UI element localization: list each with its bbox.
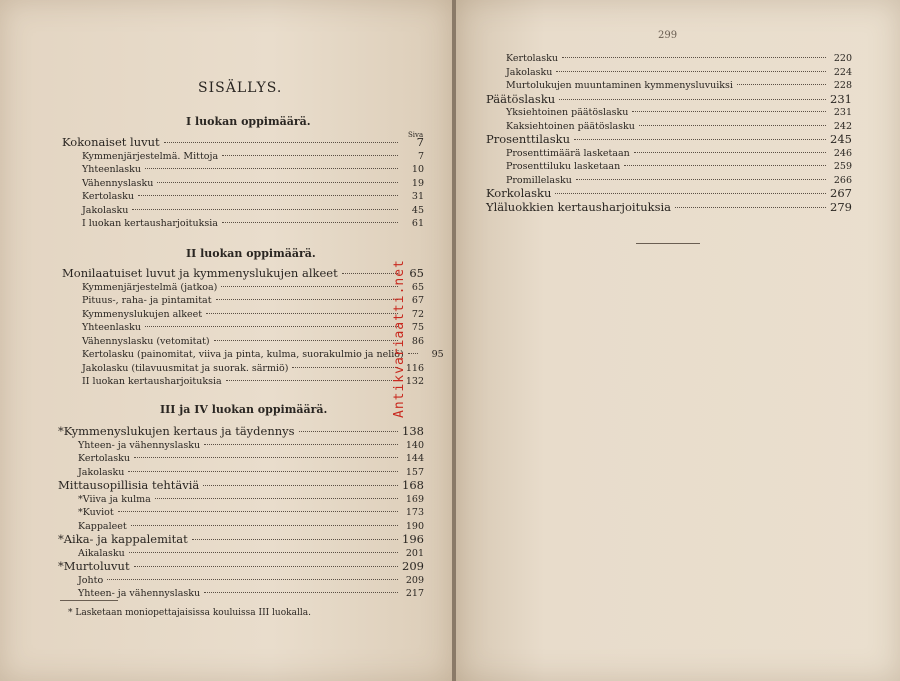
toc-leader-dots bbox=[164, 142, 398, 143]
toc-entry-page: 173 bbox=[405, 507, 424, 518]
toc-entry-title: I luokan kertausharjoituksia bbox=[82, 218, 218, 229]
toc-leader-dots bbox=[555, 193, 826, 194]
toc-entry-title: Kymmenyslukujen alkeet bbox=[82, 308, 203, 320]
toc-entry-title: Yhteenlasku bbox=[82, 164, 142, 175]
toc-entry-title: *Viiva ja kulma bbox=[78, 493, 151, 505]
toc-entry-title: Aikalasku bbox=[78, 547, 125, 559]
toc-leader-dots bbox=[737, 84, 826, 85]
toc-leader-dots bbox=[562, 57, 826, 58]
toc-entry-page: 259 bbox=[833, 161, 852, 172]
toc-entry bbox=[58, 574, 424, 588]
toc-entry-title: Prosenttiluku lasketaan bbox=[506, 161, 621, 172]
toc-entry-page: 231 bbox=[830, 91, 852, 106]
toc-entry-page: 10 bbox=[411, 164, 424, 175]
toc-leader-dots bbox=[203, 485, 398, 486]
toc-entry bbox=[62, 348, 444, 362]
toc-entry-page: 7 bbox=[416, 135, 424, 149]
toc-leader-dots bbox=[134, 457, 398, 458]
section-3-list bbox=[58, 425, 424, 601]
toc-leader-dots bbox=[559, 99, 826, 100]
toc-entry-page: 95 bbox=[431, 349, 444, 360]
toc-entry-title: Jakolasku bbox=[506, 66, 553, 78]
toc-entry-title: *Kymmenyslukujen kertaus ja täydennys bbox=[58, 424, 295, 438]
toc-entry-page: 138 bbox=[402, 424, 424, 438]
toc-entry-title: Mittausopillisia tehtäviä bbox=[58, 478, 200, 492]
toc-entry-page: 67 bbox=[411, 295, 424, 306]
toc-entry bbox=[62, 335, 424, 349]
toc-entry-page: 242 bbox=[833, 120, 852, 132]
right-page-list bbox=[486, 52, 852, 214]
toc-entry-page: 61 bbox=[411, 218, 424, 229]
toc-entry bbox=[62, 177, 424, 191]
toc-entry-page: 140 bbox=[405, 439, 424, 451]
toc-entry-title: Johto bbox=[78, 574, 104, 586]
toc-entry bbox=[58, 587, 424, 601]
toc-leader-dots bbox=[634, 152, 826, 153]
toc-entry bbox=[58, 520, 424, 534]
toc-leader-dots bbox=[155, 498, 398, 499]
toc-entry-page: 65 bbox=[411, 281, 424, 293]
toc-leader-dots bbox=[222, 222, 398, 223]
toc-entry bbox=[486, 66, 852, 80]
toc-entry bbox=[58, 466, 424, 480]
right-page bbox=[456, 0, 900, 681]
toc-entry bbox=[62, 281, 424, 295]
toc-leader-dots bbox=[624, 165, 826, 166]
toc-entry-title: Kymmenjärjestelmä (jatkoa) bbox=[82, 281, 218, 293]
toc-leader-dots bbox=[204, 592, 398, 593]
toc-entry bbox=[62, 163, 424, 177]
section-2-list bbox=[62, 266, 444, 389]
toc-entry-title: Yläluokkien kertausharjoituksia bbox=[486, 199, 672, 214]
toc-leader-dots bbox=[556, 71, 826, 72]
toc-entry bbox=[58, 452, 424, 466]
toc-leader-dots bbox=[222, 155, 398, 156]
toc-entry-page: 245 bbox=[830, 132, 852, 146]
toc-entry bbox=[486, 174, 852, 188]
toc-leader-dots bbox=[221, 286, 398, 287]
toc-entry bbox=[58, 425, 424, 439]
toc-entry-title: Kertolasku bbox=[82, 191, 134, 202]
toc-entry-page: 157 bbox=[405, 466, 424, 478]
toc-entry-title: Jakolasku (tilavuusmitat ja suorak. särmiö) bbox=[82, 362, 289, 374]
watermark: Antikvariaatti.net bbox=[392, 259, 407, 418]
toc-entry-title: *Aika- ja kappalemitat bbox=[58, 532, 188, 546]
toc-entry-title: Murtolukujen muuntaminen kymmenysluvuiksi bbox=[506, 80, 733, 91]
toc-entry-page: 266 bbox=[833, 174, 852, 186]
toc-entry-page: 86 bbox=[411, 335, 424, 347]
toc-entry-title: Vähennyslasku bbox=[82, 177, 154, 189]
toc-entry-page: 220 bbox=[833, 53, 852, 64]
end-rule bbox=[636, 243, 700, 244]
toc-entry-page: 72 bbox=[411, 308, 424, 320]
toc-entry-page: 231 bbox=[833, 107, 852, 118]
toc-entry bbox=[62, 362, 424, 376]
toc-entry bbox=[62, 150, 424, 164]
toc-entry-title: Yhteen- ja vähennyslasku bbox=[78, 439, 201, 451]
toc-entry-title: Korkolasku bbox=[486, 186, 552, 200]
toc-entry-page: 209 bbox=[402, 559, 424, 573]
toc-entry bbox=[62, 136, 424, 150]
toc-entry bbox=[62, 375, 424, 389]
toc-entry-title: Yhteenlasku bbox=[82, 322, 142, 333]
toc-leader-dots bbox=[131, 525, 398, 526]
toc-entry bbox=[62, 267, 424, 281]
footnote: * Lasketaan moniopettajaisissa kouluissa III luokalla. bbox=[68, 608, 311, 618]
toc-leader-dots bbox=[204, 444, 398, 445]
toc-leader-dots bbox=[299, 431, 398, 432]
toc-entry bbox=[486, 120, 852, 134]
toc-entry-title: Yhteen- ja vähennyslasku bbox=[78, 588, 201, 599]
section-1-list bbox=[62, 136, 424, 231]
toc-entry bbox=[486, 133, 852, 147]
toc-entry bbox=[62, 294, 424, 308]
footnote-rule bbox=[60, 600, 118, 601]
toc-leader-dots bbox=[145, 326, 398, 327]
toc-leader-dots bbox=[129, 552, 398, 553]
toc-entry bbox=[62, 217, 424, 231]
toc-leader-dots bbox=[132, 209, 398, 210]
toc-leader-dots bbox=[107, 579, 398, 580]
toc-leader-dots bbox=[632, 111, 826, 112]
toc-leader-dots bbox=[214, 340, 398, 341]
toc-entry bbox=[58, 479, 424, 493]
toc-leader-dots bbox=[675, 207, 826, 208]
section-3-title: III ja IV luokan oppimäärä. bbox=[160, 403, 328, 416]
toc-entry-title: Yksiehtoinen päätöslasku bbox=[506, 107, 629, 118]
toc-entry-page: 144 bbox=[405, 453, 424, 464]
toc-entry-page: 246 bbox=[833, 147, 852, 159]
toc-leader-dots bbox=[138, 195, 398, 196]
toc-entry-title: Kaksiehtoinen päätöslasku bbox=[506, 120, 635, 132]
toc-entry bbox=[486, 52, 852, 66]
toc-entry-title: *Kuviot bbox=[78, 507, 114, 518]
toc-entry bbox=[62, 308, 424, 322]
toc-entry-page: 65 bbox=[409, 266, 424, 280]
toc-entry bbox=[62, 321, 424, 335]
toc-entry bbox=[58, 560, 424, 574]
toc-leader-dots bbox=[226, 380, 398, 381]
toc-entry-title: Pituus-, raha- ja pintamitat bbox=[82, 295, 212, 306]
toc-entry bbox=[486, 106, 852, 120]
toc-entry-title: Kappaleet bbox=[78, 520, 127, 532]
toc-entry bbox=[58, 547, 424, 561]
toc-leader-dots bbox=[206, 313, 398, 314]
toc-entry-page: 168 bbox=[402, 478, 424, 492]
toc-entry-title: Jakolasku bbox=[78, 466, 125, 478]
toc-entry-page: 209 bbox=[405, 574, 424, 586]
toc-entry bbox=[58, 506, 424, 520]
toc-entry-title: Vähennyslasku (vetomitat) bbox=[82, 335, 210, 347]
toc-entry-title: Kertolasku bbox=[506, 53, 558, 64]
toc-entry-title: Prosenttilasku bbox=[486, 132, 571, 146]
toc-leader-dots bbox=[134, 566, 398, 567]
toc-leader-dots bbox=[157, 182, 398, 183]
toc-entry-title: Kymmenjärjestelmä. Mittoja bbox=[82, 150, 219, 162]
toc-entry-page: 116 bbox=[405, 362, 424, 374]
toc-entry-page: 196 bbox=[402, 532, 424, 546]
toc-entry-page: 279 bbox=[830, 199, 852, 214]
toc-entry-page: 19 bbox=[411, 177, 424, 189]
toc-leader-dots bbox=[574, 139, 826, 140]
toc-entry bbox=[486, 147, 852, 161]
toc-entry-page: 201 bbox=[405, 547, 424, 559]
toc-leader-dots bbox=[192, 539, 398, 540]
toc-entry bbox=[486, 201, 852, 215]
toc-leader-dots bbox=[216, 299, 398, 300]
toc-entry bbox=[62, 204, 424, 218]
toc-entry-page: 267 bbox=[830, 186, 852, 200]
toc-entry-title: Kertolasku bbox=[78, 453, 130, 464]
toc-entry-title: II luokan kertausharjoituksia bbox=[82, 376, 222, 387]
toc-leader-dots bbox=[292, 367, 398, 368]
toc-entry-title: Jakolasku bbox=[82, 204, 129, 216]
toc-entry bbox=[486, 93, 852, 107]
section-1-title: I luokan oppimäärä. bbox=[186, 115, 311, 128]
toc-entry bbox=[58, 439, 424, 453]
toc-entry bbox=[58, 533, 424, 547]
page-number: 299 bbox=[658, 30, 678, 41]
toc-leader-dots bbox=[128, 471, 398, 472]
toc-entry bbox=[486, 160, 852, 174]
toc-entry-page: 45 bbox=[411, 204, 424, 216]
toc-entry-page: 75 bbox=[411, 322, 424, 333]
toc-entry-title: Monilaatuiset luvut ja kymmenyslukujen alkeet bbox=[62, 266, 338, 280]
toc-entry bbox=[486, 187, 852, 201]
toc-entry-page: 7 bbox=[417, 150, 424, 162]
siva-label: Siva bbox=[408, 131, 424, 139]
toc-entry bbox=[58, 493, 424, 507]
contents-heading: SISÄLLYS. bbox=[198, 80, 283, 96]
toc-leader-dots bbox=[342, 273, 398, 274]
toc-entry-title: Kertolasku (painomitat, viiva ja pinta, kulma, suorakulmio ja neliö) bbox=[82, 349, 404, 360]
toc-entry-page: 228 bbox=[833, 80, 852, 91]
toc-entry-page: 224 bbox=[833, 66, 852, 78]
toc-entry-page: 132 bbox=[405, 376, 424, 387]
toc-leader-dots bbox=[576, 179, 826, 180]
toc-entry-page: 190 bbox=[405, 520, 424, 532]
toc-leader-dots bbox=[408, 353, 418, 354]
toc-entry-page: 217 bbox=[405, 588, 424, 599]
toc-leader-dots bbox=[145, 168, 398, 169]
toc-entry bbox=[62, 190, 424, 204]
toc-leader-dots bbox=[639, 125, 826, 126]
toc-entry-title: Promillelasku bbox=[506, 174, 572, 186]
toc-entry-title: Päätöslasku bbox=[486, 91, 556, 106]
toc-entry-title: Kokonaiset luvut bbox=[62, 135, 160, 149]
toc-entry-page: 31 bbox=[411, 191, 424, 202]
toc-entry-title: *Murtoluvut bbox=[58, 559, 130, 573]
toc-entry-title: Prosenttimäärä lasketaan bbox=[506, 147, 630, 159]
toc-entry-page: 169 bbox=[405, 493, 424, 505]
toc-leader-dots bbox=[118, 511, 398, 512]
section-2-title: II luokan oppimäärä. bbox=[186, 247, 316, 260]
toc-entry bbox=[486, 79, 852, 93]
